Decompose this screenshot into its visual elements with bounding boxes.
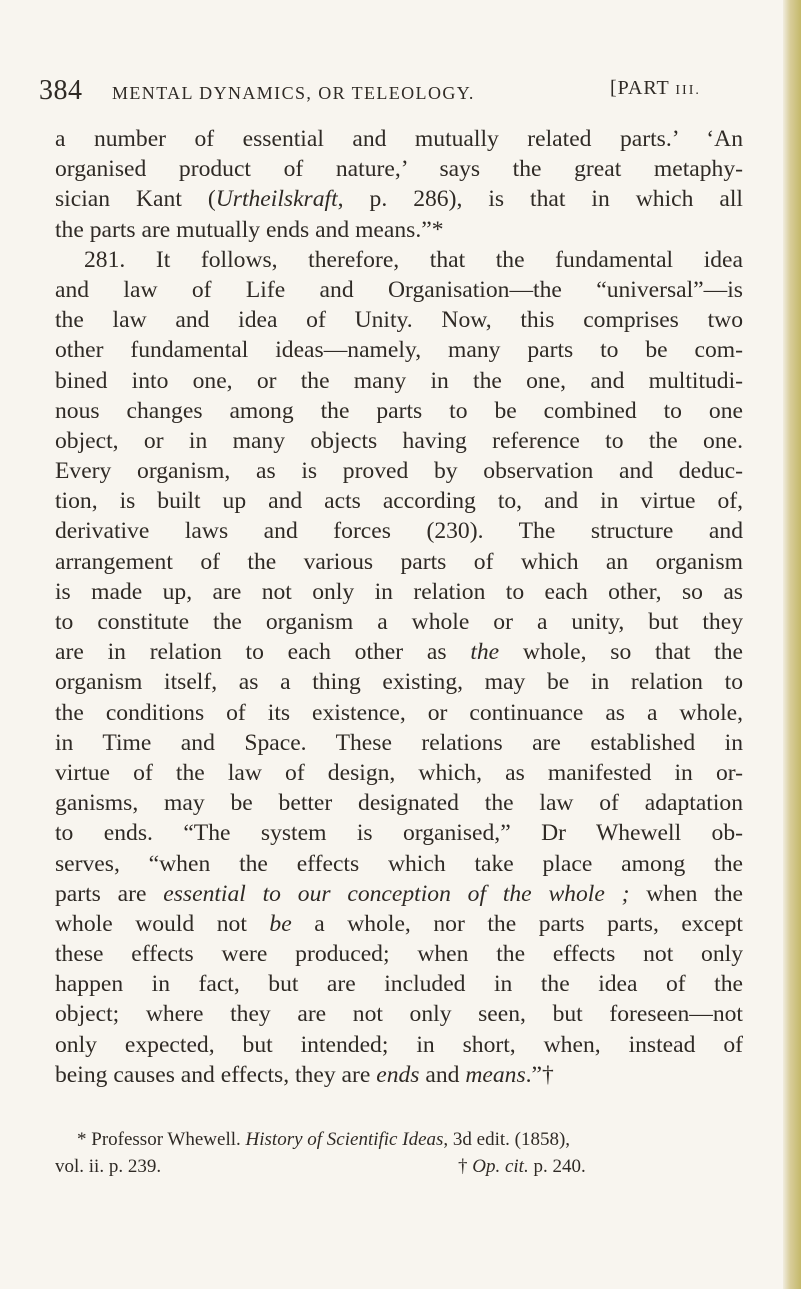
text-line: in Time and Space. These relations are established in (55, 729, 743, 756)
text-line: only expected, but intended; in short, when, instead of (55, 1031, 743, 1058)
text-line: Every organism, as is proved by observation and deduc- (55, 458, 743, 485)
text-line: the parts are mutually ends and means.”* (55, 216, 444, 243)
part-number: III. (675, 83, 701, 98)
text-line: whole would not be a whole, nor the parts parts, except (55, 910, 743, 937)
text-line: is made up, are not only in relation to each other, so as (55, 578, 743, 605)
text-line: being causes and effects, they are ends and means.”† (55, 1061, 554, 1088)
text-line: sician Kant (Urtheilskraft, p. 286), is that in which all (55, 186, 743, 213)
text-line: these effects were produced; when the effects not only (55, 941, 743, 968)
text-line: object; where they are not only seen, but foreseen—not (55, 1001, 743, 1028)
footnotes (55, 1126, 743, 1180)
text-line: and law of Life and Organisation—the “universal”—is (55, 276, 743, 303)
text-line: organised product of nature,’ says the great metaphy- (55, 156, 743, 183)
text-line: bined into one, or the many in the one, and multitudi- (55, 367, 743, 394)
part-open: [PART (610, 77, 670, 99)
emphasis-be: be (269, 910, 292, 937)
page-edge-shadow (783, 0, 801, 1289)
text-line: object, or in many objects having reference to the one. (55, 427, 743, 454)
running-title: MENTAL DYNAMICS, OR TELEOLOGY. (112, 83, 475, 103)
text-line: the law and idea of Unity. Now, this comprises two (55, 307, 743, 334)
footnote-book-title: History of Scientific Ideas (245, 1129, 444, 1150)
text-line: ganisms, may be better designated the law of adaptation (55, 790, 743, 817)
text-line: arrangement of the various parts of which an organism (55, 548, 743, 575)
emphasis-conception: essential to our conception of the whole ; (163, 880, 630, 907)
text-line: nous changes among the parts to be combined to one (55, 397, 743, 424)
text-line: parts are essential to our conception of the whole ; when the (55, 880, 743, 907)
text-line: organism itself, as a thing existing, may be in relation to (55, 669, 743, 696)
text-line: 281. It follows, therefore, that the fundamental idea (84, 246, 743, 273)
footnote-1: * Professor Whewell. History of Scientific Ideas, 3d edit. (1858), (77, 1129, 571, 1150)
text-line: happen in fact, but are included in the idea of the (55, 971, 743, 998)
footnote-1-continued: vol. ii. p. 239. † Op. cit. p. 240. (55, 1153, 743, 1180)
text-line: are in relation to each other as the whole, so that the (55, 639, 743, 666)
text-line: serves, “when the effects which take place among the (55, 850, 743, 877)
text-line: derivative laws and forces (230). The structure and (55, 518, 743, 545)
text-line: a number of essential and mutually related parts.’ ‘An (55, 126, 743, 152)
book-title-urtheilskraft: Urtheilskraft (215, 186, 338, 213)
page-header (37, 75, 757, 115)
emphasis-ends: ends (376, 1061, 420, 1088)
emphasis-the: the (470, 639, 500, 666)
body-text (55, 124, 743, 1090)
text-line: to constitute the organism a whole or a unity, but they (55, 609, 743, 635)
part-label (610, 77, 701, 100)
text-line: to ends. “The system is organised,” Dr Whewell ob- (55, 820, 743, 847)
text-line: the conditions of its existence, or continuance as a whole, (55, 699, 743, 726)
text-line: tion, is built up and acts according to, and in virtue of, (55, 488, 743, 515)
text-line: virtue of the law of design, which, as manifested in or- (55, 759, 743, 786)
footnote-2: † Op. cit. p. 240. (458, 1156, 586, 1177)
emphasis-means: means (465, 1061, 526, 1088)
page-number: 384 (39, 75, 83, 106)
text-line: other fundamental ideas—namely, many parts to be com- (55, 337, 743, 364)
